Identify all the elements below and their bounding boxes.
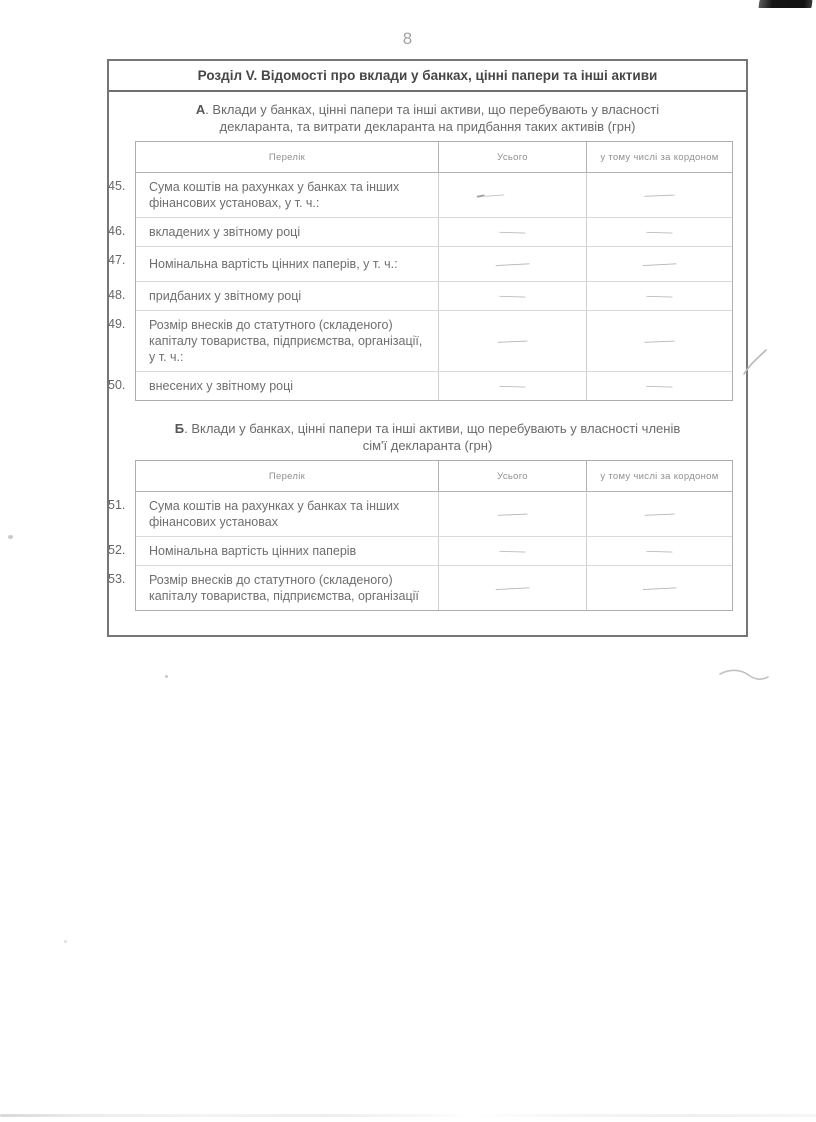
form-section-v-box	[107, 59, 748, 637]
table-row	[108, 536, 732, 565]
handwritten-dash: —	[499, 223, 526, 240]
pen-squiggle	[716, 664, 772, 690]
subsection-b-heading-text: . Вклади у банках, цінні папери та інші активи, що перебувають у власності членів сім'ї декларанта (грн)	[184, 421, 681, 453]
total-value-cell	[438, 218, 586, 246]
row-number: 53.	[108, 572, 126, 586]
col-header-abroad: у тому числі за кордоном	[586, 461, 732, 491]
row-label: Розмір внесків до статутного (складеного) капіталу товариства, підприємства, організації	[149, 573, 419, 603]
subsection-a-letter: А	[195, 102, 206, 117]
handwritten-dash: —	[646, 287, 673, 304]
total-value-cell	[438, 173, 586, 217]
subsection-b-letter: Б	[174, 421, 185, 436]
subsection-b-heading	[169, 420, 686, 454]
table-row	[108, 281, 732, 310]
handwritten-dash: —	[646, 223, 673, 240]
total-value-cell	[438, 311, 586, 371]
total-value-cell	[438, 492, 586, 536]
row-label: Сума коштів на рахунках у банках та інших фінансових установах, у т. ч.:	[149, 180, 400, 210]
abroad-value-cell	[586, 173, 732, 217]
table-row	[108, 310, 732, 371]
row-label: Сума коштів на рахунках у банках та інших фінансових установах	[149, 499, 400, 529]
abroad-value-cell	[586, 566, 732, 610]
handwritten-dash: —	[646, 542, 673, 559]
row-number: 46.	[108, 224, 126, 238]
total-value-cell	[438, 282, 586, 310]
handwritten-dash: —	[499, 377, 526, 394]
handwritten-dash: —	[495, 255, 530, 272]
assets-table-family	[108, 460, 733, 611]
scan-speck	[8, 535, 13, 539]
table-header-row	[136, 461, 732, 492]
handwritten-dash: —	[495, 579, 530, 596]
assets-table-declarant	[108, 141, 733, 401]
page-number: 8	[402, 29, 414, 48]
row-number: 48.	[108, 288, 126, 302]
col-header-total: Усього	[438, 142, 586, 172]
handwritten-dash: —	[644, 186, 675, 203]
table-row	[108, 173, 732, 217]
handwritten-dash: —	[642, 579, 677, 596]
row-number: 51.	[108, 498, 126, 512]
table-row	[108, 371, 732, 400]
handwritten-dash: —	[646, 377, 673, 394]
row-label: Розмір внесків до статутного (складеного) капіталу товариства, підприємства, організації, у т. ч.:	[149, 318, 423, 364]
handwritten-dash: —	[642, 255, 677, 272]
subsection-a-heading-text: . Вклади у банках, цінні папери та інші активи, що перебувають у власності декларанта, та витрати декларанта на придбання таких активів (грн)	[205, 102, 660, 134]
handwritten-dash: —	[644, 505, 675, 522]
handwritten-dash: —	[499, 542, 526, 559]
row-label: внесених у звітному році	[149, 379, 294, 393]
handwritten-dash: —	[497, 505, 528, 522]
row-label: Номінальна вартість цінних паперів	[149, 544, 357, 558]
row-label: Номінальна вартість цінних паперів, у т. ч.:	[149, 257, 398, 271]
row-number: 45.	[108, 179, 126, 193]
total-value-cell	[438, 247, 586, 281]
row-label: придбаних у звітному році	[149, 289, 302, 303]
col-header-abroad: у тому числі за кордоном	[586, 142, 732, 172]
abroad-value-cell	[586, 372, 732, 400]
abroad-value-cell	[586, 247, 732, 281]
col-header-perelik: Перелік	[268, 470, 306, 482]
table-row	[108, 246, 732, 281]
row-number: 49.	[108, 317, 126, 331]
handwritten-dash: —	[497, 332, 528, 349]
row-number: 50.	[108, 378, 126, 392]
scan-speck	[64, 940, 67, 943]
pen-squiggle	[738, 346, 772, 380]
handwritten-dash: —	[484, 186, 505, 203]
subsection-a-heading	[169, 101, 686, 135]
total-value-cell	[438, 372, 586, 400]
scan-speck	[165, 675, 168, 678]
col-header-perelik: Перелік	[268, 151, 306, 163]
table-row	[108, 492, 732, 536]
abroad-value-cell	[586, 537, 732, 565]
table-row	[108, 217, 732, 246]
table-row	[108, 565, 732, 610]
table-header-row	[136, 142, 732, 173]
total-value-cell	[438, 537, 586, 565]
scanner-artifact-smudge	[0, 1114, 816, 1117]
abroad-value-cell	[586, 282, 732, 310]
row-number: 47.	[108, 253, 126, 267]
col-header-total: Усього	[438, 461, 586, 491]
handwritten-dash: —	[499, 287, 526, 304]
abroad-value-cell	[586, 492, 732, 536]
abroad-value-cell	[586, 218, 732, 246]
scanner-artifact-bar	[758, 0, 812, 8]
section-title: Розділ V. Відомості про вклади у банках, цінні папери та інші активи	[109, 61, 746, 92]
row-number: 52.	[108, 543, 126, 557]
handwritten-dash: —	[644, 332, 675, 349]
row-label: вкладених у звітному році	[149, 225, 301, 239]
total-value-cell	[438, 566, 586, 610]
abroad-value-cell	[586, 311, 732, 371]
